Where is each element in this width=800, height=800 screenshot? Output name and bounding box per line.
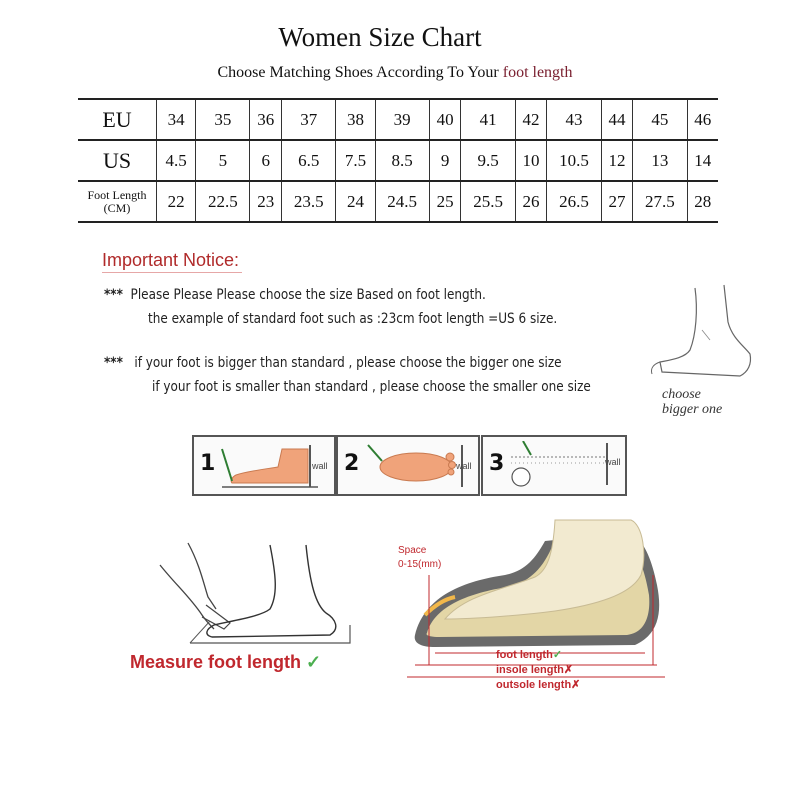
table-cell: 38: [336, 99, 375, 140]
table-cell: 40: [429, 99, 461, 140]
table-cell: 36: [250, 99, 282, 140]
choose-line2: bigger one: [662, 402, 723, 417]
bullet-stars: ***: [104, 355, 123, 371]
row-label-line1: Foot Length: [87, 187, 147, 202]
table-cell: 14: [687, 140, 718, 181]
subtitle-text: Choose Matching Shoes According To Your: [217, 64, 503, 81]
table-cell: 12: [601, 140, 633, 181]
row-label-foot-length: [78, 181, 157, 222]
table-cell: 6: [250, 140, 282, 181]
outsole-length-label: [496, 678, 580, 691]
measure-foot-label: [130, 652, 321, 673]
table-cell: 39: [375, 99, 429, 140]
table-cell: 43: [547, 99, 601, 140]
outsole-length-text: outsole length: [496, 679, 572, 691]
table-cell: 22: [157, 181, 196, 222]
insole-length-text: insole length: [496, 664, 564, 676]
check-icon: ✓: [306, 652, 322, 672]
table-cell: 9: [429, 140, 461, 181]
foot-length-text: foot length: [496, 649, 553, 661]
measure-text: Measure foot length: [130, 652, 302, 672]
table-cell: 7.5: [336, 140, 375, 181]
table-cell: 6.5: [282, 140, 336, 181]
size-table: [78, 98, 718, 223]
notice-heading: Important Notice:: [102, 250, 240, 270]
table-cell: 24: [336, 181, 375, 222]
step-number: 1: [200, 451, 216, 476]
table-cell: 23.5: [282, 181, 336, 222]
table-cell: 35: [196, 99, 250, 140]
table-cell: 45: [633, 99, 687, 140]
space-label: [398, 544, 441, 572]
step-number: 3: [489, 451, 505, 476]
notice-text: Please Please Please choose the size Based on foot length.: [130, 287, 486, 303]
choose-bigger-note: [662, 387, 722, 417]
space-line2: 0-15(mm): [398, 559, 442, 570]
cross-icon: ✗: [563, 664, 574, 676]
table-cell: 23: [250, 181, 282, 222]
table-cell: 13: [633, 140, 687, 181]
foot-length-label: [496, 648, 562, 661]
table-cell: 4.5: [157, 140, 196, 181]
table-cell: 42: [515, 99, 547, 140]
table-cell: 44: [601, 99, 633, 140]
step-number: 2: [344, 451, 360, 476]
table-cell: 10.5: [547, 140, 601, 181]
table-cell: 27: [601, 181, 633, 222]
foot-sketch-illustration: [640, 280, 760, 390]
table-cell: 41: [461, 99, 515, 140]
table-cell: 9.5: [461, 140, 515, 181]
table-cell: 10: [515, 140, 547, 181]
table-cell: 46: [687, 99, 718, 140]
table-cell: 28: [687, 181, 718, 222]
row-label-eu: EU: [78, 99, 157, 140]
notice-line-4: if your foot is smaller than standard , please choose the smaller one size: [152, 379, 591, 395]
step-3-panel: [481, 435, 627, 496]
table-cell: 8.5: [375, 140, 429, 181]
table-row-foot-length: [78, 181, 718, 222]
table-cell: 27.5: [633, 181, 687, 222]
choose-line1: choose: [662, 387, 701, 402]
page-title: Women Size Chart: [278, 22, 482, 52]
notice-line-1: [104, 287, 486, 303]
table-row-us: [78, 140, 718, 181]
wall-label: wall: [605, 457, 621, 467]
wall-label: wall: [456, 461, 472, 471]
check-icon: ✓: [552, 649, 563, 661]
table-cell: 5: [196, 140, 250, 181]
notice-line-3: [104, 355, 562, 371]
row-label-us: US: [78, 140, 157, 181]
notice-text: if your foot is bigger than standard , please choose the bigger one size: [134, 355, 562, 371]
table-cell: 26.5: [547, 181, 601, 222]
bullet-stars: ***: [104, 287, 123, 303]
page-subtitle: [0, 64, 790, 82]
table-cell: 34: [157, 99, 196, 140]
notice-underline: [102, 272, 242, 273]
table-cell: 37: [282, 99, 336, 140]
subtitle-highlight: foot length: [502, 64, 573, 81]
table-cell: 22.5: [196, 181, 250, 222]
row-label-line2: (CM): [103, 200, 131, 215]
cross-icon: ✗: [571, 679, 581, 691]
table-cell: 25.5: [461, 181, 515, 222]
table-row-eu: [78, 99, 718, 140]
step-1-panel: [192, 435, 336, 496]
wall-label: wall: [312, 461, 328, 471]
step-2-panel: [336, 435, 480, 496]
notice-line-2: the example of standard foot such as :23cm foot length =US 6 size.: [148, 311, 558, 327]
table-cell: 24.5: [375, 181, 429, 222]
space-line1: Space: [398, 545, 427, 556]
table-cell: 26: [515, 181, 547, 222]
table-cell: 25: [429, 181, 461, 222]
insole-length-label: [496, 663, 573, 676]
